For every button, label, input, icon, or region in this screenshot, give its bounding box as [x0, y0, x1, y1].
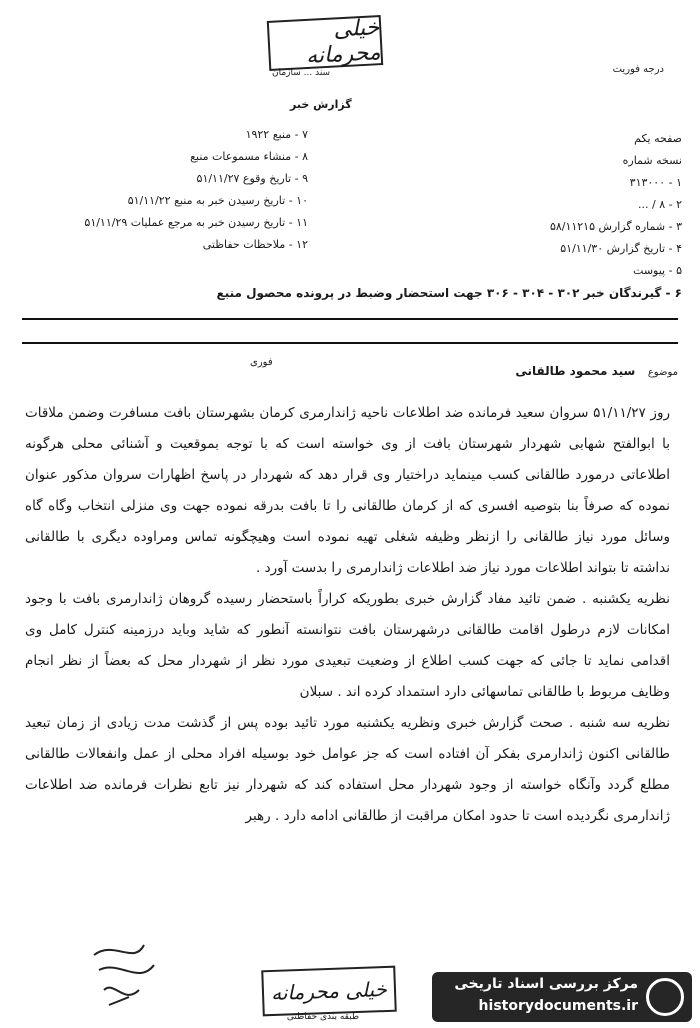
form-title: گزارش خبر — [290, 98, 352, 111]
body-paragraph: نظریه سه شنبه . صحت گزارش خبری ونظریه یکشنبه مورد تائید بوده پس از گذشت مدت زیادی از زمان تبعید طالقانی اکنون ژاندارمری بفکر آن افتاده است که جز عوامل خود بوسیله افراد محلی از عمل وانفعالات طالقانی مطلع گردد وآنگاه خواسته از وجود شهردار محل استفاده کند که شهردار نیز تابع نظرات فرمانده ضد اطلاعات ژاندارمری نگردیده است تا حدود امکان مراقبت از طالقانی ادامه دارد . رهبر — [25, 715, 670, 824]
form-field: نسخه شماره — [622, 154, 682, 167]
form-field: ۱ - ۳۱۳۰۰۰ — [629, 176, 682, 189]
recipients-row — [32, 286, 682, 300]
stamp-caption-bottom: طبقه بندی حفاظتی — [286, 1012, 360, 1022]
form-field: ۲ - ۸ / ... — [637, 198, 682, 211]
form-field: ۵ - پیوست — [633, 264, 682, 277]
stamp-caption: سند ... سازمان — [272, 68, 331, 78]
form-field: ۷ - منبع ۱۹۲۲ — [245, 128, 308, 141]
classification-stamp: خیلی محرمانه — [267, 15, 383, 71]
subject-value: سید محمود طالقانی — [515, 364, 636, 378]
divider — [22, 342, 678, 344]
form-fields-right — [352, 128, 682, 282]
watermark — [432, 972, 692, 1022]
handwritten-signature — [84, 935, 164, 1015]
recipients-value: ۳۰۲ - ۳۰۴ - ۳۰۶ جهت استحضار وضبط در پرونده محصول منبع — [216, 286, 580, 300]
form-field: ۳ - شماره گزارش ۵۸/۱۱۲۱۵ — [549, 220, 682, 233]
recipients-label: ۶ - گیرندگان خبر — [583, 286, 682, 300]
form-field: صفحه یکم — [634, 132, 682, 145]
watermark-url: historydocuments.ir — [478, 998, 638, 1014]
urgency-mark: فوری — [250, 357, 273, 368]
subject-label: موضوع — [647, 367, 678, 378]
form-field: ۴ - تاریخ گزارش ۵۱/۱۱/۳۰ — [560, 242, 682, 255]
archive-logo-icon — [646, 978, 684, 1016]
watermark-text-fa: مرکز بررسی اسناد تاریخی — [454, 976, 638, 992]
body-paragraph: روز ۵۱/۱۱/۲۷ سروان سعید فرمانده ضد اطلاعات ناحیه ژاندارمری کرمان بشهرستان بافت مسافرت وضمن ملاقات با ابوالفتح شهابی شهردار شهرستان بافت از وی خواسته است که با توجه بموقعیت و آشنائی محلی هرگونه اطلاعاتی درمورد طالقانی کسب مینماید دراختیار وی قرار دهد که شهردار در پاسخ اظهارات سروان مذکور عنوان نموده که صرفاً بنا بتوصیه افسری که از کرمان طالقانی را تا بافت بدرقه نموده جهت وی منزلی انتخاب وگاه گاه وسائل مورد نیاز طالقانی را ازنظر وظیفه شغلی تهیه نموده است وهیچگونه تماس ومراوده دیگری با طالقانی نداشته تا بتواند اطلاعات مورد نیاز ضد اطلاعات ژاندارمری را بدست آورد . — [25, 405, 670, 576]
form-field: ۱۰ - تاریخ رسیدن خبر به منبع ۵۱/۱۱/۲۲ — [127, 194, 308, 207]
classification-stamp-bottom: خیلی محرمانه — [261, 966, 397, 1017]
form-field: ۸ - منشاء مسموعات منبع — [190, 150, 308, 163]
body-paragraph: نظریه یکشنبه . ضمن تائید مفاد گزارش خبری بطوریکه کراراً باستحضار رسیده گروهان ژاندارمری بافت با وجود امکانات لازم درطول اقامت طالقانی درشهرستان بافت نتوانسته آنطور که شاید وباید درزمینه کنترل کامل وی اقدامی نماید تا جائی که جهت کسب اطلاع از وضعیت تبعیدی مورد نظر از شهردار محل که بعضاً از نظر انجام وظایف مربوط با طالقانی تماسهائی دارد استمداد کرده اند . سبلان — [25, 591, 670, 700]
form-field: ۹ - تاریخ وقوع ۵۱/۱۱/۲۷ — [196, 172, 308, 185]
form-field: ۱۱ - تاریخ رسیدن خبر به مرجع عملیات ۵۱/۱۱/۲۹ — [84, 216, 308, 229]
document-body — [25, 398, 670, 832]
form-fields-left — [28, 124, 308, 256]
subject-line — [515, 364, 678, 378]
divider — [22, 318, 678, 320]
urgency-label: درجه فوریت — [612, 64, 664, 75]
form-field: ۱۲ - ملاحظات حفاظتی — [202, 238, 308, 251]
